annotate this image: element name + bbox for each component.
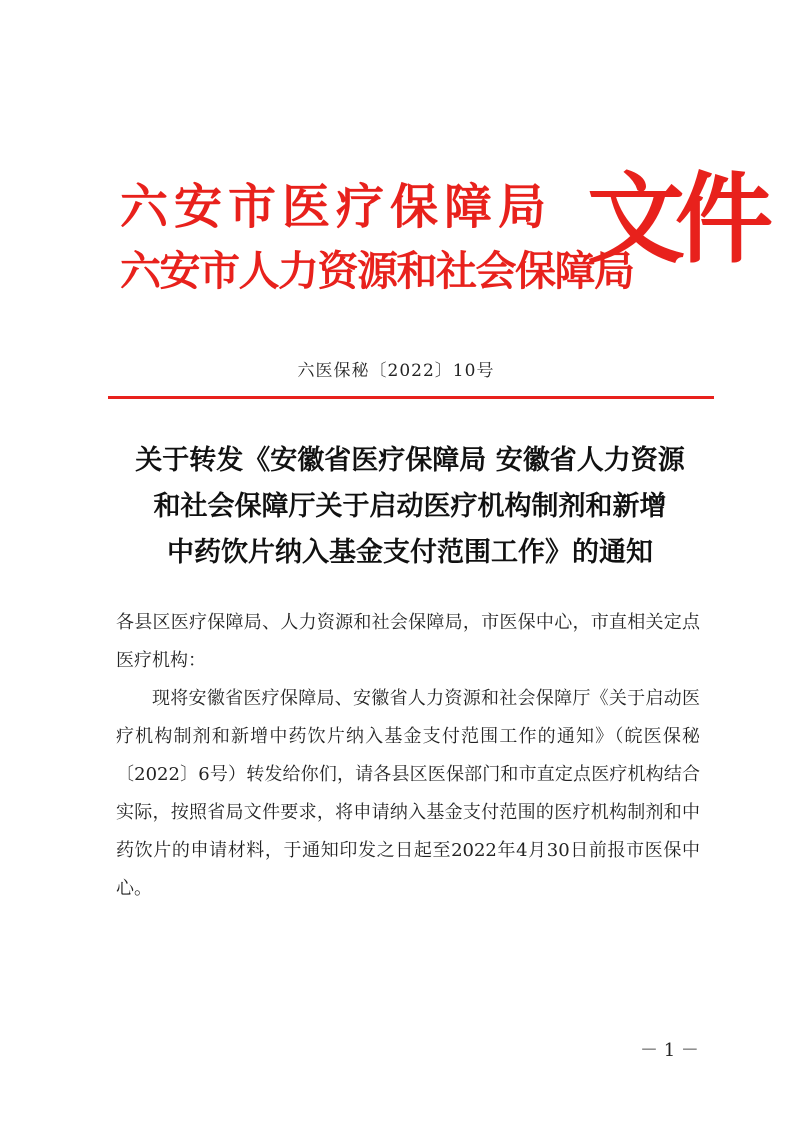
- body-paragraph: 现将安徽省医疗保障局、安徽省人力资源和社会保障厅《关于启动医疗机构制剂和新增中药饮片纳入基金支付范围工作的通知》（皖医保秘〔2022〕6号）转发给你们，请各县区医保部门和市直定点医疗机构结合实际，按照省局文件要求，将申请纳入基金支付范围的医疗机构制剂和中药饮片的申请材料，于通知印发之日起至2022年4月30日前报市医保中心。: [116, 688, 700, 899]
- title-line-3: 中药饮片纳入基金支付范围工作》的通知: [167, 537, 653, 568]
- title-line-2: 和社会保障厅关于启动医疗机构制剂和新增: [153, 491, 667, 522]
- document-header-suffix: 文件: [587, 163, 764, 277]
- issuing-org-medical-security-bureau: 六安市医疗保障局: [120, 179, 553, 235]
- title-line-1: 关于转发《安徽省医疗保障局 安徽省人力资源: [135, 445, 685, 476]
- addressee: 各县区医疗保障局、人力资源和社会保障局，市医保中心，市直相关定点医疗机构：: [116, 612, 700, 671]
- red-separator-line: [108, 396, 714, 399]
- document-title: [100, 438, 720, 576]
- page-number: － 1 －: [640, 1040, 699, 1061]
- document-number: 六医保秘〔2022〕10号: [297, 361, 495, 381]
- issuing-org-human-resources-bureau: 六安市人力资源和社会保障局: [120, 247, 634, 295]
